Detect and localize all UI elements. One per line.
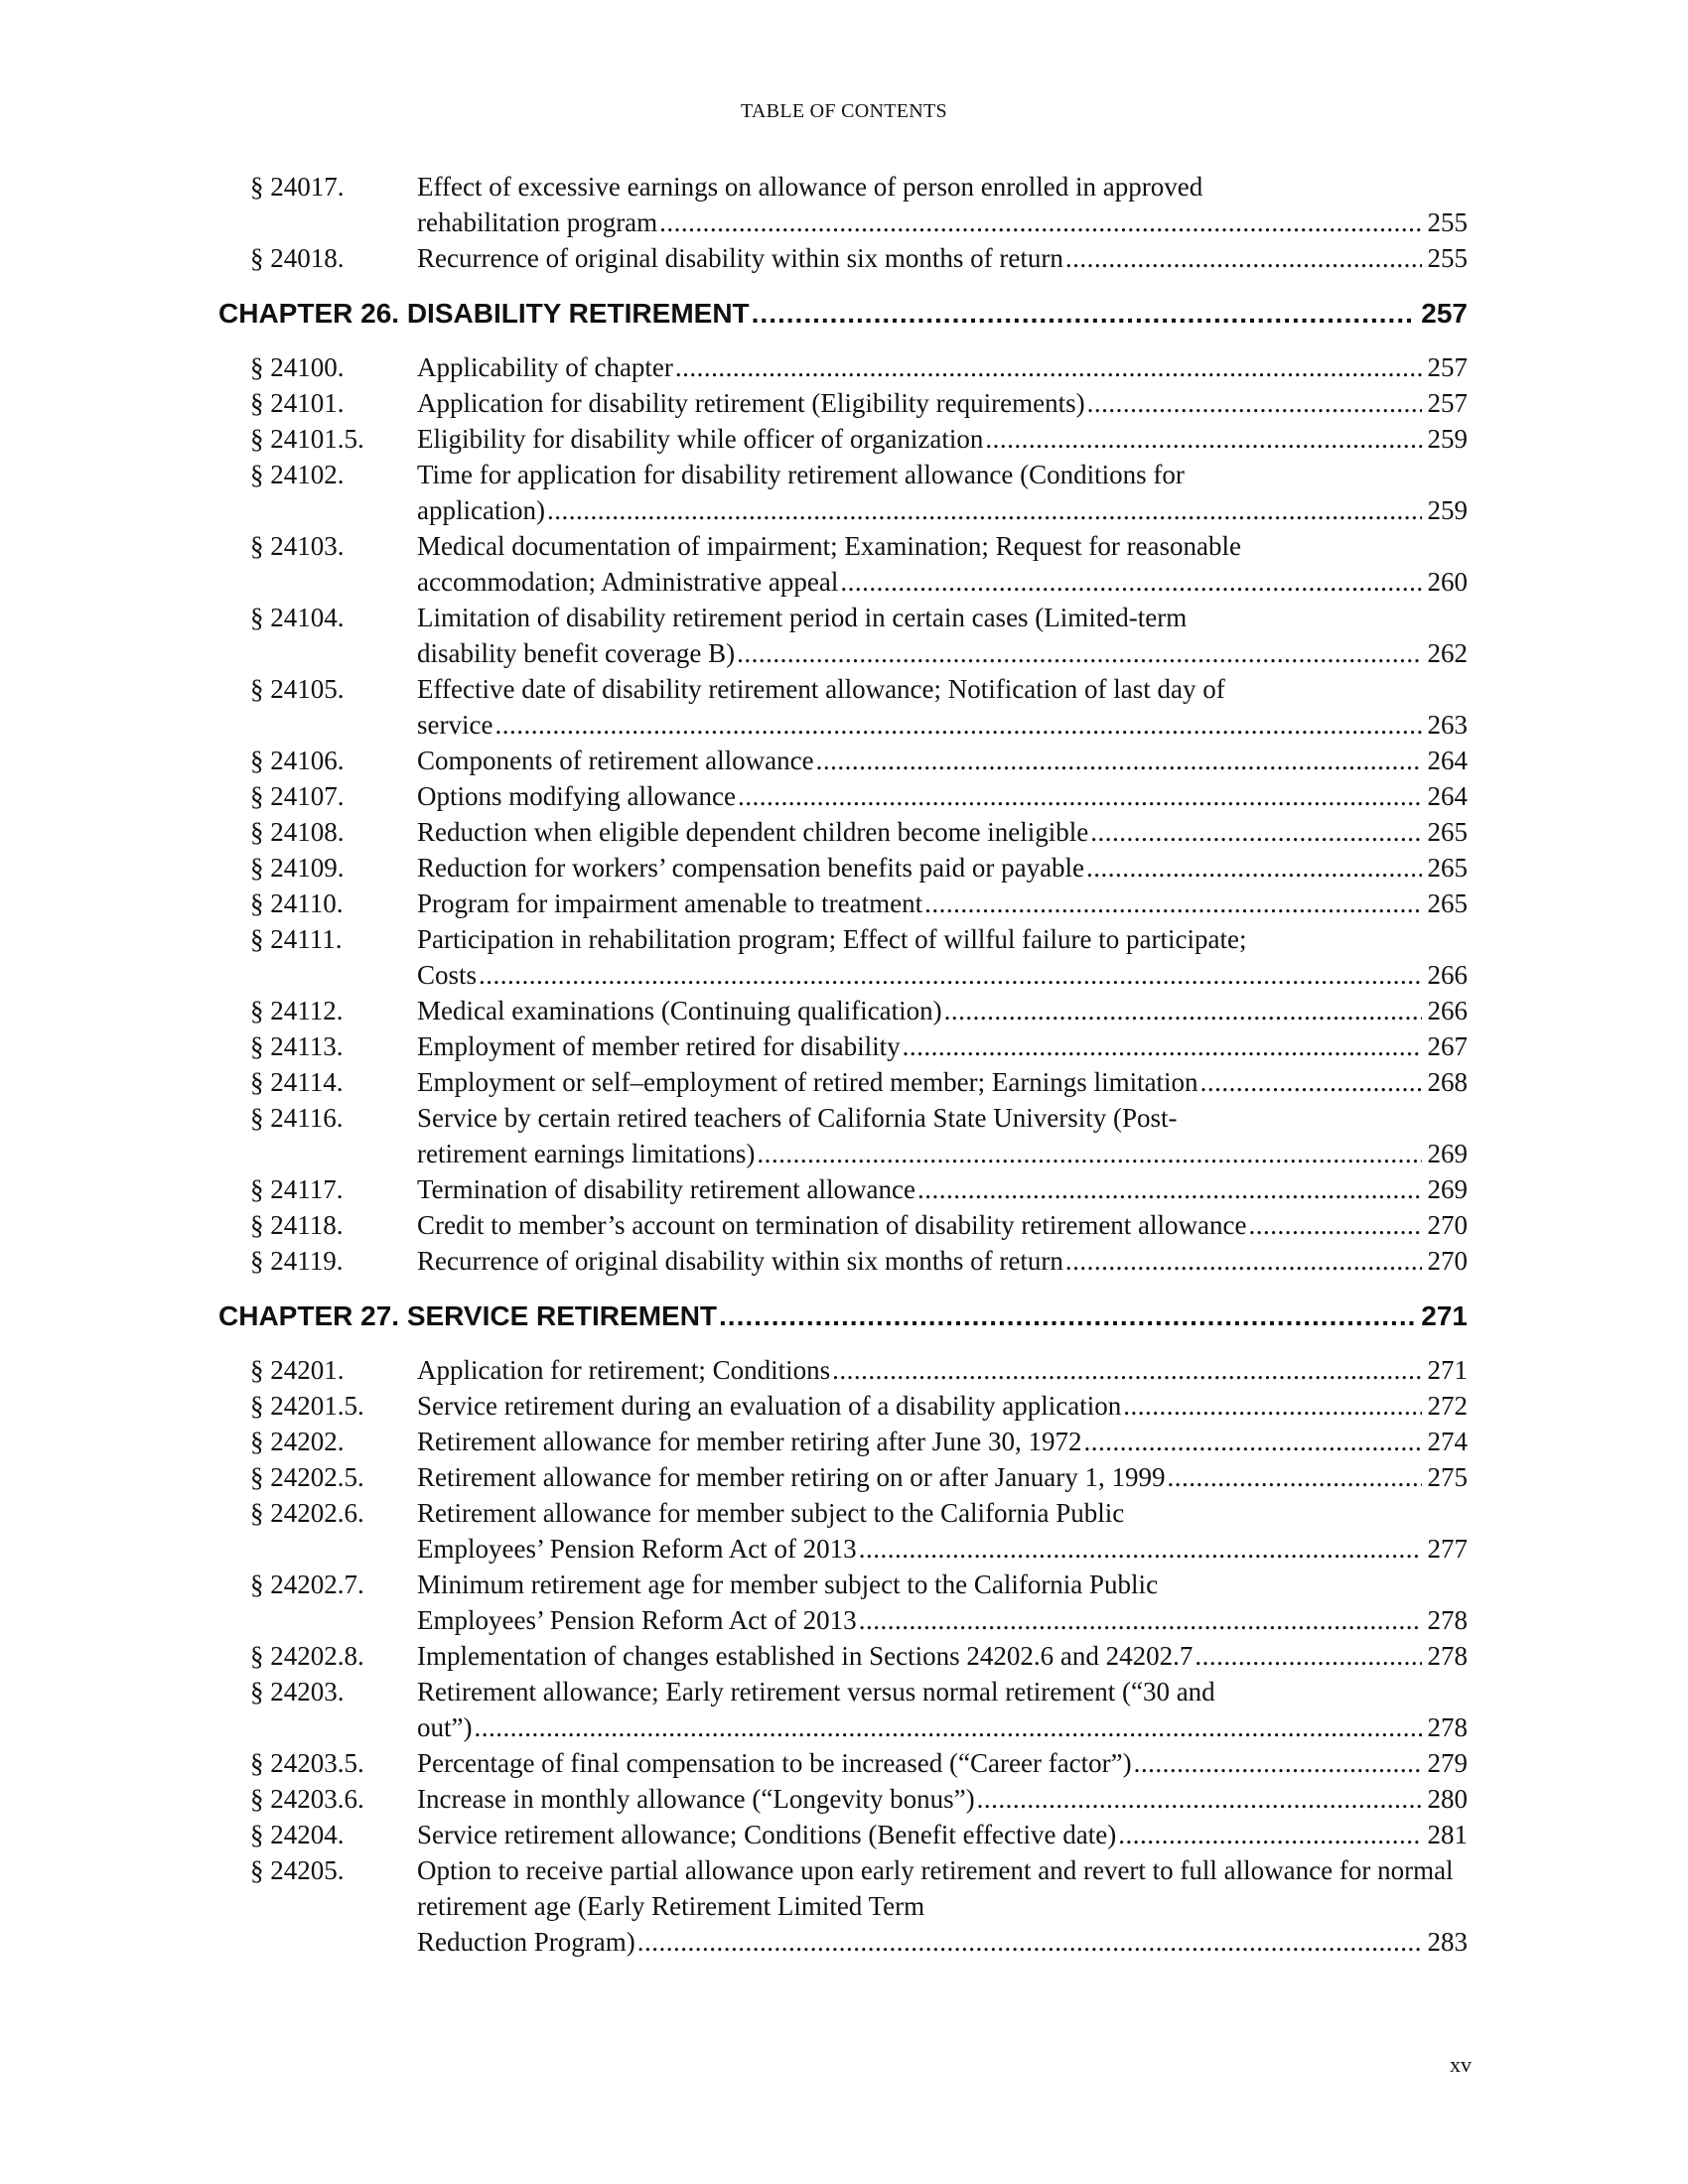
section-number: § 24018. xyxy=(250,243,345,273)
section-title xyxy=(417,1817,1468,1852)
dot-leader xyxy=(1085,385,1422,421)
section-title-text: Recurrence of original disability within six months of return xyxy=(417,1246,1063,1276)
section-title-text: Percentage of final compensation to be increased (“Career factor”) xyxy=(417,1748,1132,1778)
section-number: § 24108. xyxy=(250,817,345,847)
entry-page-number: 283 xyxy=(1427,1927,1468,1957)
section-title xyxy=(417,457,1468,528)
section-title xyxy=(417,671,1468,743)
entry-page-number: 263 xyxy=(1427,710,1468,740)
entry-page-number: 266 xyxy=(1427,960,1468,990)
entry-page-number: 280 xyxy=(1427,1784,1468,1814)
section-title xyxy=(417,743,1468,778)
section-title-text: Effect of excessive earnings on allowance of person enrolled in approved xyxy=(417,172,1203,202)
section-title xyxy=(417,169,1468,240)
section-title-text: Option to receive partial allowance upon early retirement and revert to full allowance for normal retirement age (Early Retirement Limited Term xyxy=(417,1855,1454,1921)
dot-leader xyxy=(1088,814,1421,850)
section-title xyxy=(417,1243,1468,1279)
section-title-text: retirement earnings limitations) xyxy=(417,1139,756,1168)
section-title-text: Medical examinations (Continuing qualification) xyxy=(417,996,942,1025)
section-title xyxy=(417,1674,1468,1745)
toc-entry[interactable] xyxy=(218,1459,1468,1495)
dot-leader xyxy=(915,1171,1422,1207)
section-number: § 24105. xyxy=(250,674,345,704)
dot-leader xyxy=(901,1028,1422,1064)
section-number: § 24203. xyxy=(250,1677,345,1706)
section-title xyxy=(417,778,1468,814)
section-number: § 24101.5. xyxy=(250,424,364,454)
chapter-heading[interactable] xyxy=(218,296,1468,332)
dot-leader xyxy=(736,778,1422,814)
entry-page-number: 264 xyxy=(1427,781,1468,811)
section-title-text: Program for impairment amenable to treatment xyxy=(417,888,923,918)
toc-entry[interactable] xyxy=(218,1171,1468,1207)
section-number: § 24107. xyxy=(250,781,345,811)
section-title-text: Application for retirement; Conditions xyxy=(417,1355,831,1385)
entry-page-number: 265 xyxy=(1427,853,1468,883)
entry-page-number: 264 xyxy=(1427,746,1468,775)
section-title-text: Options modifying allowance xyxy=(417,781,736,811)
toc-entry[interactable] xyxy=(218,886,1468,921)
dot-leader xyxy=(857,1602,1422,1638)
section-title-text: Recurrence of original disability within six months of return xyxy=(417,243,1063,273)
entry-page-number: 281 xyxy=(1427,1820,1468,1849)
dot-leader xyxy=(983,421,1421,457)
section-title-text: Retirement allowance for member retiring after June 30, 1972 xyxy=(417,1427,1082,1456)
entry-page-number: 278 xyxy=(1427,1641,1468,1671)
toc-entry[interactable] xyxy=(218,1674,1468,1745)
section-title-text: Termination of disability retirement allowance xyxy=(417,1174,915,1204)
section-title xyxy=(417,1028,1468,1064)
entry-page-number: 257 xyxy=(1427,388,1468,418)
section-title xyxy=(417,1064,1468,1100)
toc-entry[interactable] xyxy=(218,457,1468,528)
dot-leader xyxy=(1165,1459,1421,1495)
dot-leader xyxy=(975,1781,1422,1817)
toc-entry[interactable] xyxy=(218,421,1468,457)
entry-page-number: 270 xyxy=(1427,1246,1468,1276)
toc-entry[interactable] xyxy=(218,743,1468,778)
section-title xyxy=(417,1100,1468,1171)
toc-entry[interactable] xyxy=(218,1243,1468,1279)
section-number: § 24202.8. xyxy=(250,1641,364,1671)
section-title-text: Retirement allowance for member subject to the California Public xyxy=(417,1498,1125,1528)
dot-leader xyxy=(1084,850,1421,886)
section-title xyxy=(417,1171,1468,1207)
section-title-text: service xyxy=(417,710,493,740)
section-title xyxy=(417,1638,1468,1674)
section-title-text: Service retirement allowance; Conditions (Benefit effective date) xyxy=(417,1820,1117,1849)
section-title-text: accommodation; Administrative appeal xyxy=(417,567,839,597)
section-title xyxy=(417,1495,1468,1567)
section-title-text: Limitation of disability retirement period in certain cases (Limited-term xyxy=(417,603,1188,632)
toc-entry[interactable] xyxy=(218,1064,1468,1100)
section-number: § 24110. xyxy=(250,888,344,918)
section-number: § 24101. xyxy=(250,388,345,418)
section-title xyxy=(417,993,1468,1028)
dot-leader xyxy=(1247,1207,1422,1243)
section-number: § 24203.5. xyxy=(250,1748,364,1778)
section-title xyxy=(417,1352,1468,1388)
section-title-text: Employees’ Pension Reform Act of 2013 xyxy=(417,1534,857,1564)
section-number: § 24017. xyxy=(250,172,345,202)
section-title-text: disability benefit coverage B) xyxy=(417,638,736,668)
section-title-text: Medical documentation of impairment; Examination; Request for reasonable xyxy=(417,531,1241,561)
toc-entry[interactable] xyxy=(218,600,1468,671)
dot-leader xyxy=(942,993,1422,1028)
section-number: § 24119. xyxy=(250,1246,344,1276)
section-title xyxy=(417,1459,1468,1495)
dot-leader xyxy=(657,205,1421,240)
entry-page-number: 259 xyxy=(1427,424,1468,454)
section-number: § 24113. xyxy=(250,1031,344,1061)
dot-leader xyxy=(735,635,1421,671)
toc-entry[interactable] xyxy=(218,1100,1468,1171)
dot-leader xyxy=(1193,1638,1421,1674)
toc-entry[interactable] xyxy=(218,349,1468,385)
entry-page-number: 271 xyxy=(1427,1355,1468,1385)
toc-entry[interactable] xyxy=(218,993,1468,1028)
section-number: § 24201. xyxy=(250,1355,345,1385)
toc-entry[interactable] xyxy=(218,1745,1468,1781)
section-number: § 24103. xyxy=(250,531,345,561)
section-title xyxy=(417,600,1468,671)
section-title-text: Employees’ Pension Reform Act of 2013 xyxy=(417,1605,857,1635)
dot-leader xyxy=(814,743,1422,778)
section-title xyxy=(417,349,1468,385)
dot-leader xyxy=(717,1298,1415,1334)
section-title-text: Time for application for disability retirement allowance (Conditions for xyxy=(417,460,1185,489)
section-title-text: Eligibility for disability while officer of organization xyxy=(417,424,984,454)
section-number: § 24100. xyxy=(250,352,345,382)
section-title xyxy=(417,1567,1468,1638)
entry-page-number: 262 xyxy=(1427,638,1468,668)
dot-leader xyxy=(755,1136,1421,1171)
entry-page-number: 274 xyxy=(1427,1427,1468,1456)
section-number: § 24118. xyxy=(250,1210,344,1240)
section-title-text: out”) xyxy=(417,1712,473,1742)
entry-page-number: 255 xyxy=(1427,243,1468,273)
chapter-title: CHAPTER 27. SERVICE RETIREMENT xyxy=(218,1300,718,1331)
entry-page-number: 269 xyxy=(1427,1139,1468,1168)
dot-leader xyxy=(477,957,1421,993)
chapter-title: CHAPTER 26. DISABILITY RETIREMENT xyxy=(218,298,750,329)
section-title-text: Components of retirement allowance xyxy=(417,746,814,775)
section-title-text: Applicability of chapter xyxy=(417,352,673,382)
toc-entry[interactable] xyxy=(218,240,1468,276)
section-title-text: Costs xyxy=(417,960,478,990)
section-title-text: application) xyxy=(417,495,545,525)
entry-page-number: 272 xyxy=(1427,1391,1468,1421)
dot-leader xyxy=(472,1709,1421,1745)
section-title-text: Retirement allowance; Early retirement versus normal retirement (“30 and xyxy=(417,1677,1215,1706)
entry-page-number: 278 xyxy=(1427,1712,1468,1742)
toc-entry[interactable] xyxy=(218,850,1468,886)
dot-leader xyxy=(1121,1388,1421,1424)
section-title xyxy=(417,1781,1468,1817)
section-title-text: Application for disability retirement (Eligibility requirements) xyxy=(417,388,1085,418)
section-title-text: rehabilitation program xyxy=(417,207,658,237)
section-number: § 24111. xyxy=(250,924,343,954)
toc-entry[interactable] xyxy=(218,528,1468,600)
toc-entry[interactable] xyxy=(218,671,1468,743)
entry-page-number: 260 xyxy=(1427,567,1468,597)
dot-leader xyxy=(838,564,1421,600)
section-title-text: Participation in rehabilitation program; Effect of willful failure to participate; xyxy=(417,924,1247,954)
section-number: § 24112. xyxy=(250,996,344,1025)
toc-entry[interactable] xyxy=(218,814,1468,850)
entry-page-number: 265 xyxy=(1427,888,1468,918)
section-title-text: Reduction for workers’ compensation benefits paid or payable xyxy=(417,853,1085,883)
entry-page-number: 277 xyxy=(1427,1534,1468,1564)
section-title-text: Effective date of disability retirement allowance; Notification of last day of xyxy=(417,674,1225,704)
dot-leader xyxy=(492,707,1421,743)
section-title xyxy=(417,886,1468,921)
section-title-text: Employment of member retired for disability xyxy=(417,1031,901,1061)
dot-leader xyxy=(750,296,1416,332)
section-number: § 24109. xyxy=(250,853,345,883)
entry-page-number: 265 xyxy=(1427,817,1468,847)
section-title-text: Service by certain retired teachers of California State University (Post- xyxy=(417,1103,1178,1133)
section-number: § 24202.7. xyxy=(250,1570,364,1599)
toc-entry[interactable] xyxy=(218,1424,1468,1459)
section-title-text: Increase in monthly allowance (“Longevity bonus”) xyxy=(417,1784,975,1814)
toc-entry[interactable] xyxy=(218,1495,1468,1567)
dot-leader xyxy=(1198,1064,1422,1100)
section-title xyxy=(417,1852,1468,1960)
dot-leader xyxy=(857,1531,1422,1567)
section-title xyxy=(417,1388,1468,1424)
chapter-heading[interactable] xyxy=(218,1298,1468,1334)
section-title-text: Reduction Program) xyxy=(417,1927,635,1957)
section-title xyxy=(417,1424,1468,1459)
section-title xyxy=(417,385,1468,421)
toc-entry[interactable] xyxy=(218,1028,1468,1064)
section-title xyxy=(417,240,1468,276)
toc-entry[interactable] xyxy=(218,1781,1468,1817)
section-number: § 24114. xyxy=(250,1067,344,1097)
chapter-page-number: 257 xyxy=(1421,298,1468,329)
section-title xyxy=(417,421,1468,457)
section-number: § 24204. xyxy=(250,1820,345,1849)
entry-page-number: 255 xyxy=(1427,207,1468,237)
toc-entry[interactable] xyxy=(218,1388,1468,1424)
toc-entry[interactable] xyxy=(218,1852,1468,1960)
section-number: § 24202.6. xyxy=(250,1498,364,1528)
section-title xyxy=(417,921,1468,993)
dot-leader xyxy=(1063,240,1422,276)
dot-leader xyxy=(1132,1745,1422,1781)
toc-entry[interactable] xyxy=(218,778,1468,814)
dot-leader xyxy=(1082,1424,1422,1459)
section-title-text: Credit to member’s account on termination of disability retirement allowance xyxy=(417,1210,1247,1240)
dot-leader xyxy=(830,1352,1421,1388)
section-title-text: Minimum retirement age for member subject to the California Public xyxy=(417,1570,1159,1599)
entry-page-number: 270 xyxy=(1427,1210,1468,1240)
dot-leader xyxy=(635,1924,1422,1960)
section-title xyxy=(417,850,1468,886)
entry-page-number: 269 xyxy=(1427,1174,1468,1204)
section-number: § 24117. xyxy=(250,1174,344,1204)
toc-entry[interactable] xyxy=(218,1352,1468,1388)
section-title-text: Employment or self–employment of retired member; Earnings limitation xyxy=(417,1067,1198,1097)
dot-leader xyxy=(545,492,1422,528)
entry-page-number: 257 xyxy=(1427,352,1468,382)
entry-page-number: 266 xyxy=(1427,996,1468,1025)
section-number: § 24202. xyxy=(250,1427,345,1456)
section-title-text: Service retirement during an evaluation of a disability application xyxy=(417,1391,1122,1421)
section-number: § 24205. xyxy=(250,1855,345,1885)
toc-entry[interactable] xyxy=(218,385,1468,421)
dot-leader xyxy=(1116,1817,1421,1852)
section-number: § 24203.6. xyxy=(250,1784,364,1814)
toc-entry[interactable] xyxy=(218,169,1468,240)
toc-entry[interactable] xyxy=(218,1207,1468,1243)
section-number: § 24102. xyxy=(250,460,345,489)
section-number: § 24116. xyxy=(250,1103,344,1133)
page-number: xv xyxy=(1450,2052,1472,2077)
chapter-page-number: 271 xyxy=(1421,1300,1468,1331)
section-title-text: Implementation of changes established in Sections 24202.6 and 24202.7 xyxy=(417,1641,1194,1671)
section-title-text: Reduction when eligible dependent children become ineligible xyxy=(417,817,1089,847)
section-title xyxy=(417,528,1468,600)
dot-leader xyxy=(673,349,1422,385)
section-title xyxy=(417,1207,1468,1243)
toc-entry[interactable] xyxy=(218,921,1468,993)
section-title-text: Retirement allowance for member retiring on or after January 1, 1999 xyxy=(417,1462,1166,1492)
section-number: § 24201.5. xyxy=(250,1391,364,1421)
entry-page-number: 268 xyxy=(1427,1067,1468,1097)
toc-entry[interactable] xyxy=(218,1638,1468,1674)
entry-page-number: 259 xyxy=(1427,495,1468,525)
section-number: § 24104. xyxy=(250,603,345,632)
dot-leader xyxy=(1063,1243,1422,1279)
section-number: § 24106. xyxy=(250,746,345,775)
entry-page-number: 275 xyxy=(1427,1462,1468,1492)
entry-page-number: 267 xyxy=(1427,1031,1468,1061)
dot-leader xyxy=(922,886,1421,921)
table-of-contents xyxy=(218,169,1468,1960)
section-number: § 24202.5. xyxy=(250,1462,364,1492)
entry-page-number: 278 xyxy=(1427,1605,1468,1635)
section-title xyxy=(417,814,1468,850)
entry-page-number: 279 xyxy=(1427,1748,1468,1778)
page-header: TABLE OF CONTENTS xyxy=(741,100,947,122)
section-title xyxy=(417,1745,1468,1781)
toc-entry[interactable] xyxy=(218,1817,1468,1852)
toc-entry[interactable] xyxy=(218,1567,1468,1638)
